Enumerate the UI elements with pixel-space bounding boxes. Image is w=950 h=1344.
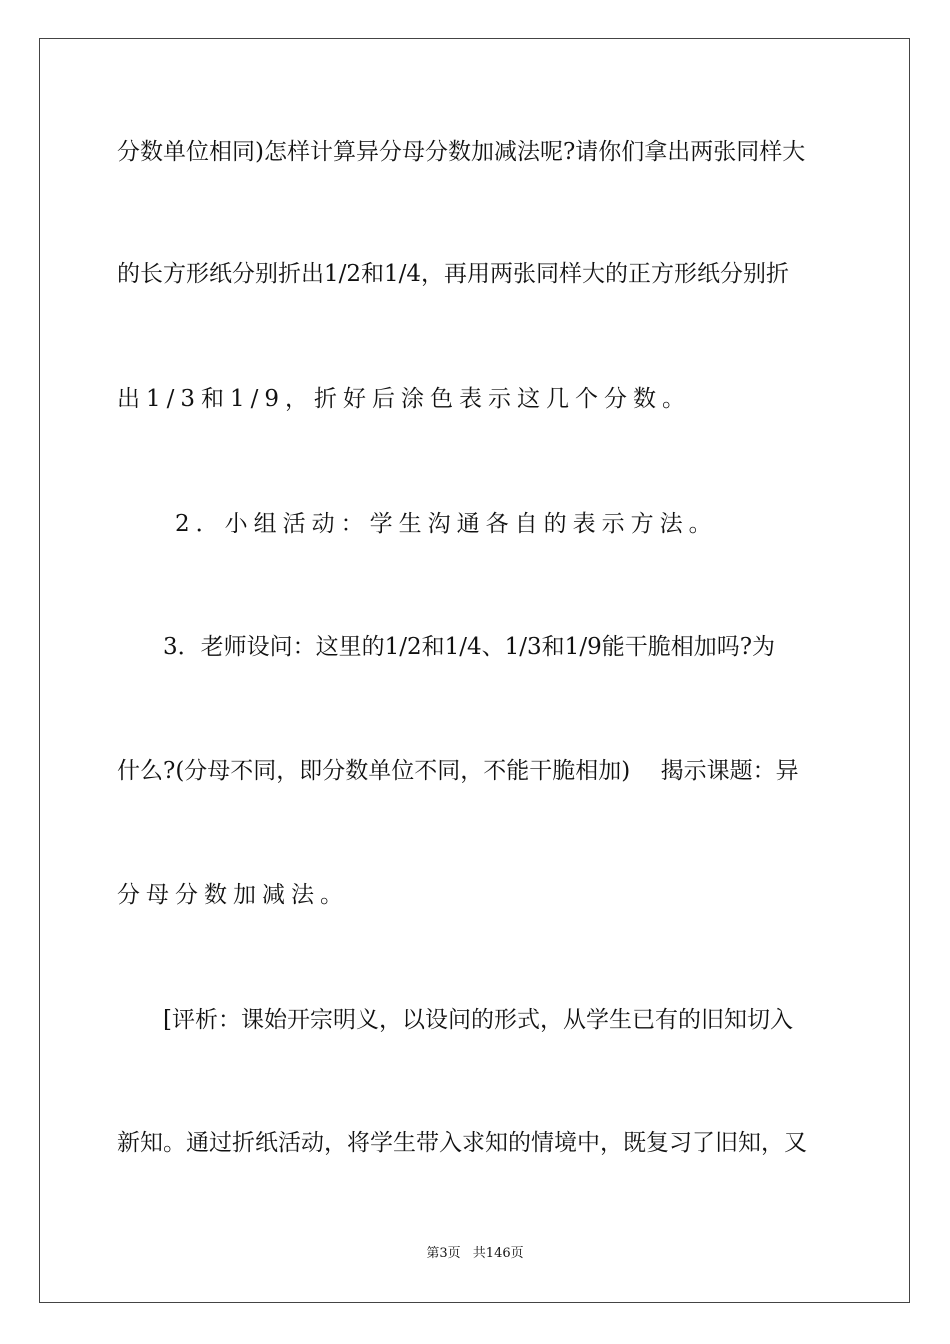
text-line-3: 出1/3和1/9，折好后涂色表示这几个分数。 <box>117 386 692 412</box>
page-footer <box>0 1245 950 1263</box>
text-line-5: 3．老师设问：这里的1/2和1/4、1/3和1/9能干脆相加吗?为 <box>117 634 776 660</box>
text-line-4: 2．小组活动：学生沟通各自的表示方法。 <box>117 511 718 537</box>
text-line-8: [评析：课始开宗明义，以设问的形式，从学生已有的旧知切入 <box>117 1007 793 1033</box>
text-line-2: 的长方形纸分别折出1/2和1/4，再用两张同样大的正方形纸分别折 <box>117 261 790 287</box>
text-line-7: 分母分数加减法。 <box>117 882 349 908</box>
text-line-1: 分数单位相同)怎样计算异分母分数加减法呢?请你们拿出两张同样大 <box>117 139 806 165</box>
page-total: 共146页 <box>472 1246 524 1261</box>
page-number: 第3页 <box>426 1246 461 1261</box>
text-line-6: 什么?(分母不同，即分数单位不同，不能干脆相加) 揭示课题：异 <box>117 758 799 784</box>
text-line-9: 新知。通过折纸活动，将学生带入求知的情境中，既复习了旧知，又 <box>117 1130 807 1156</box>
page-border <box>39 38 910 1303</box>
